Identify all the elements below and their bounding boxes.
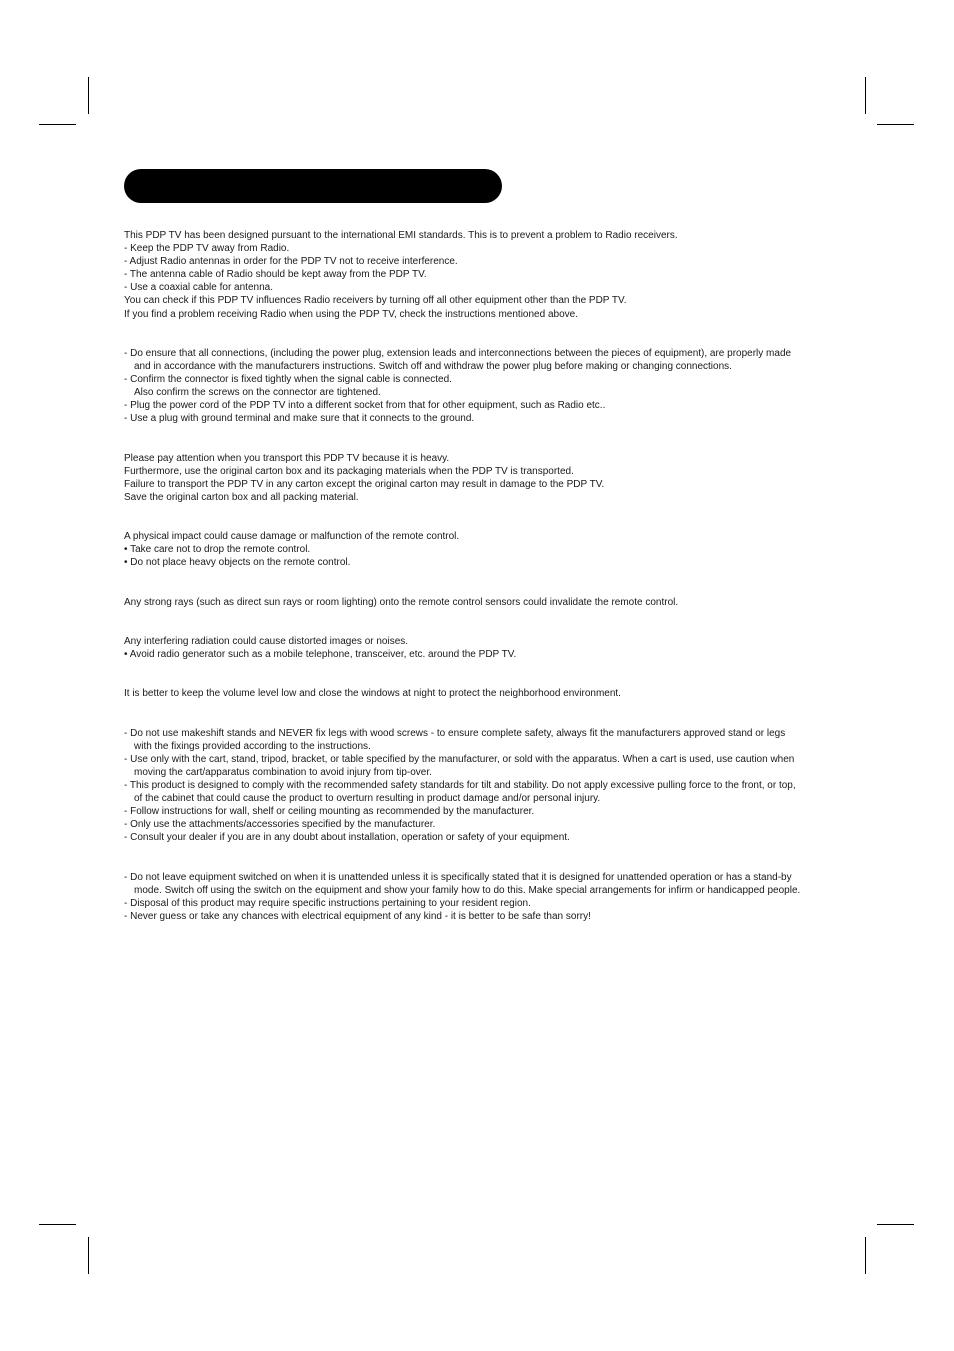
section-3 bbox=[124, 452, 834, 504]
section-8 bbox=[124, 727, 834, 845]
paragraph-line: and in accordance with the manufacturers instructions. Switch off and withdraw the power plug before making or changing connections. bbox=[134, 360, 732, 372]
paragraph-line: - Never guess or take any chances with electrical equipment of any kind - it is better to be safe than sorry! bbox=[124, 910, 591, 922]
paragraph-line: Also confirm the screws on the connector are tightened. bbox=[134, 387, 381, 399]
paragraph-line: Please pay attention when you transport this PDP TV because it is heavy. bbox=[124, 452, 450, 464]
paragraph-line: mode. Switch off using the switch on the equipment and show your family how to do this. Make special arrangements for infirm or handicapped people. bbox=[134, 884, 801, 896]
paragraph-line: - Only use the attachments/accessories specified by the manufacturer. bbox=[124, 819, 436, 831]
paragraph-line: with the fixings provided according to the instructions. bbox=[134, 740, 371, 752]
paragraph-line: A physical impact could cause damage or malfunction of the remote control. bbox=[124, 531, 460, 543]
title-bar bbox=[124, 169, 502, 203]
paragraph-line: - Use a coaxial cable for antenna. bbox=[124, 282, 273, 294]
crop-mark-top-left-vertical bbox=[88, 77, 89, 114]
paragraph-line: - Follow instructions for wall, shelf or ceiling mounting as recommended by the manufacturer. bbox=[124, 806, 535, 818]
paragraph-line: - Do not leave equipment switched on when it is unattended unless it is specifically stated that it is designed for unattended operation or has a stand-by bbox=[124, 871, 792, 883]
paragraph-line: You can check if this PDP TV influences Radio receivers by turning off all other equipment other than the PDP TV. bbox=[124, 295, 627, 307]
section-2 bbox=[124, 347, 834, 426]
section-6 bbox=[124, 635, 834, 661]
paragraph-line: • Do not place heavy objects on the remote control. bbox=[124, 557, 351, 569]
crop-mark-top-right-vertical bbox=[865, 77, 866, 114]
paragraph-line: - Do not use makeshift stands and NEVER fix legs with wood screws - to ensure complete safety, always fit the manufacturers approved stand or legs bbox=[124, 727, 786, 739]
crop-mark-bottom-left-horizontal bbox=[39, 1224, 76, 1225]
section-1 bbox=[124, 229, 834, 321]
section-4 bbox=[124, 530, 834, 569]
section-9 bbox=[124, 871, 834, 923]
paragraph-line: moving the cart/apparatus combination to avoid injury from tip-over. bbox=[134, 766, 432, 778]
paragraph-line: Any interfering radiation could cause distorted images or noises. bbox=[124, 635, 409, 647]
paragraph-line: - Disposal of this product may require specific instructions pertaining to your resident region. bbox=[124, 897, 531, 909]
paragraph-line: - Plug the power cord of the PDP TV into a different socket from that for other equipment, such as Radio etc.. bbox=[124, 400, 606, 412]
paragraph-line: - Confirm the connector is fixed tightly when the signal cable is connected. bbox=[124, 374, 452, 386]
paragraph-line: - This product is designed to comply with the recommended safety standards for tilt and stability. Do not apply excessive pulling force to the front, or top, bbox=[124, 779, 796, 791]
paragraph-line: Any strong rays (such as direct sun rays or room lighting) onto the remote control sensors could invalidate the remote control. bbox=[124, 596, 679, 608]
paragraph-line: - Consult your dealer if you are in any doubt about installation, operation or safety of your equipment. bbox=[124, 832, 570, 844]
paragraph-line: • Take care not to drop the remote control. bbox=[124, 544, 311, 556]
paragraph-line: - Use a plug with ground terminal and make sure that it connects to the ground. bbox=[124, 413, 475, 425]
paragraph-line: Failure to transport the PDP TV in any carton except the original carton may result in damage to the PDP TV. bbox=[124, 478, 605, 490]
paragraph-line: - The antenna cable of Radio should be kept away from the PDP TV. bbox=[124, 269, 427, 281]
paragraph-line: • Avoid radio generator such as a mobile telephone, transceiver, etc. around the PDP TV. bbox=[124, 649, 517, 660]
crop-mark-bottom-right-vertical bbox=[865, 1237, 866, 1274]
crop-mark-top-left-horizontal bbox=[39, 124, 76, 125]
paragraph-line: - Adjust Radio antennas in order for the PDP TV not to receive interference. bbox=[124, 256, 458, 268]
section-5 bbox=[124, 596, 834, 609]
paragraph-line: - Keep the PDP TV away from Radio. bbox=[124, 243, 290, 255]
document-body bbox=[124, 229, 834, 949]
paragraph-line: - Do ensure that all connections, (including the power plug, extension leads and interconnections between the pieces of equipment), are properly made bbox=[124, 347, 792, 359]
paragraph-line: - Use only with the cart, stand, tripod, bracket, or table specified by the manufacturer, or sold with the apparatus. When a cart is used, use caution when bbox=[124, 753, 795, 765]
crop-mark-bottom-left-vertical bbox=[88, 1237, 89, 1274]
paragraph-line: If you find a problem receiving Radio when using the PDP TV, check the instructions mentioned above. bbox=[124, 308, 578, 320]
crop-mark-bottom-right-horizontal bbox=[877, 1224, 914, 1225]
paragraph-line: Furthermore, use the original carton box and its packaging materials when the PDP TV is transported. bbox=[124, 465, 574, 477]
paragraph-line: It is better to keep the volume level low and close the windows at night to protect the neighborhood environment. bbox=[124, 688, 621, 700]
crop-mark-top-right-horizontal bbox=[877, 124, 914, 125]
paragraph-line: This PDP TV has been designed pursuant to the international EMI standards. This is to prevent a problem to Radio receivers. bbox=[124, 230, 678, 241]
paragraph-line: Save the original carton box and all packing material. bbox=[124, 491, 359, 503]
section-7 bbox=[124, 687, 834, 700]
paragraph-line: of the cabinet that could cause the product to overturn resulting in product damage and/or personal injury. bbox=[134, 793, 601, 805]
